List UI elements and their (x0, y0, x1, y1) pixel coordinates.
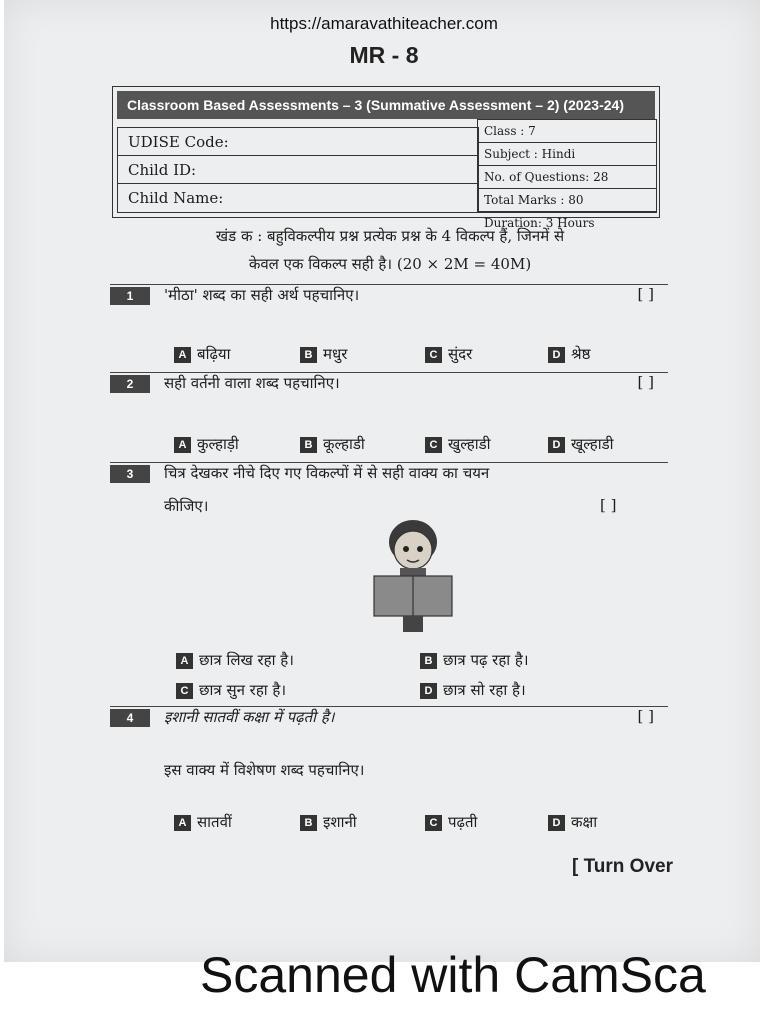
student-reading-illustration (370, 516, 456, 634)
questions-detail: No. of Questions: 28 (478, 166, 656, 189)
question-number: 1 (110, 287, 150, 305)
option-letter: D (420, 683, 437, 699)
option-letter: D (548, 347, 565, 363)
child-id-field: Child ID: (118, 156, 478, 184)
option-b (300, 812, 357, 832)
section-instruction-line1: खंड क : बहुविकल्पीय प्रश्न प्रत्येक प्रश्न के 4 विकल्प हैं, जिनमें से (215, 227, 565, 245)
option-d (420, 680, 526, 700)
question-number: 3 (110, 465, 150, 483)
answer-bracket: [ ] (600, 496, 617, 514)
face (394, 531, 432, 569)
option-text: कुल्हाड़ी (197, 435, 239, 453)
section-instruction-line2: केवल एक विकल्प सही है। (20 × 2M = 40M) (248, 255, 532, 273)
assessment-title: Classroom Based Assessments – 3 (Summative Assessment – 2) (2023-24) (117, 91, 655, 119)
option-text: कूल्हाडी (323, 435, 365, 453)
option-letter: B (420, 653, 437, 669)
answer-bracket: [ ] (637, 285, 654, 303)
option-letter: C (425, 815, 442, 831)
question-4 (110, 706, 668, 733)
scanner-watermark: Scanned with CamSca (200, 947, 706, 1003)
option-text: बढ़िया (197, 345, 231, 363)
option-letter: B (300, 815, 317, 831)
paper-code: MR - 8 (349, 42, 419, 68)
option-letter: C (176, 683, 193, 699)
option-text: सुंदर (448, 345, 473, 363)
question-text: 'मीठा' शब्द का सही अर्थ पहचानिए। (164, 286, 360, 304)
question-subtext: इस वाक्य में विशेषण शब्द पहचानिए। (164, 761, 365, 779)
option-text: छात्र सो रहा है। (443, 681, 526, 699)
option-c (425, 812, 477, 832)
udise-field: UDISE Code: (118, 128, 478, 156)
option-letter: A (176, 653, 193, 669)
right-eye (417, 546, 423, 552)
option-c (425, 434, 491, 454)
question-text: सही वर्तनी वाला शब्द पहचानिए। (164, 374, 340, 392)
option-text: छात्र लिख रहा है। (199, 651, 294, 669)
option-d (548, 344, 590, 364)
question-number: 2 (110, 375, 150, 393)
option-text: सातवीं (197, 813, 232, 831)
option-b (300, 344, 347, 364)
turn-over-label: [ Turn Over (572, 856, 673, 877)
option-text: खुल्हाडी (448, 435, 491, 453)
option-d (548, 434, 614, 454)
option-a (174, 344, 230, 364)
question-1 (110, 284, 668, 311)
option-c (176, 680, 286, 700)
duration-detail: Duration: 3 Hours (484, 216, 595, 230)
question-2 (110, 372, 668, 399)
option-a (174, 812, 232, 832)
option-letter: B (300, 437, 317, 453)
option-letter: B (300, 347, 317, 363)
option-text: मधुर (323, 345, 348, 363)
question-text: इशानी सातवीं कक्षा में पढ़ती है। (164, 708, 335, 726)
subject-detail: Subject : Hindi (478, 143, 656, 166)
question-text-continued: कीजिए। (164, 497, 209, 515)
option-text: खूल्हाडी (571, 435, 614, 453)
marks-detail: Total Marks : 80 (478, 189, 656, 212)
child-name-field: Child Name: (128, 189, 224, 207)
option-text: कक्षा (571, 813, 598, 831)
answer-bracket: [ ] (637, 373, 654, 391)
option-letter: A (174, 815, 191, 831)
answer-bracket: [ ] (637, 707, 654, 725)
option-text: छात्र पढ़ रहा है। (443, 651, 529, 669)
option-text: श्रेष्ठ (571, 345, 591, 363)
option-letter: A (174, 347, 191, 363)
student-info-fields (117, 127, 479, 213)
torso (403, 616, 423, 632)
option-b (300, 434, 365, 454)
option-text: पढ़ती (448, 813, 478, 831)
option-a (176, 650, 294, 670)
option-letter: D (548, 437, 565, 453)
option-letter: C (425, 347, 442, 363)
class-detail: Class : 7 (478, 120, 656, 143)
assessment-header-box (112, 86, 660, 230)
source-url: https://amaravathiteacher.com (270, 14, 498, 33)
option-text: इशानी (323, 813, 357, 831)
question-3 (110, 462, 668, 489)
exam-details (477, 119, 657, 230)
left-eye (403, 546, 409, 552)
question-number: 4 (110, 709, 150, 727)
option-letter: D (548, 815, 565, 831)
option-letter: C (425, 437, 442, 453)
option-c (425, 344, 472, 364)
option-b (420, 650, 529, 670)
option-a (174, 434, 239, 454)
option-letter: A (174, 437, 191, 453)
option-text: छात्र सुन रहा है। (199, 681, 287, 699)
question-text: चित्र देखकर नीचे दिए गए विकल्पों में से सही वाक्य का चयन (164, 464, 490, 482)
option-d (548, 812, 597, 832)
